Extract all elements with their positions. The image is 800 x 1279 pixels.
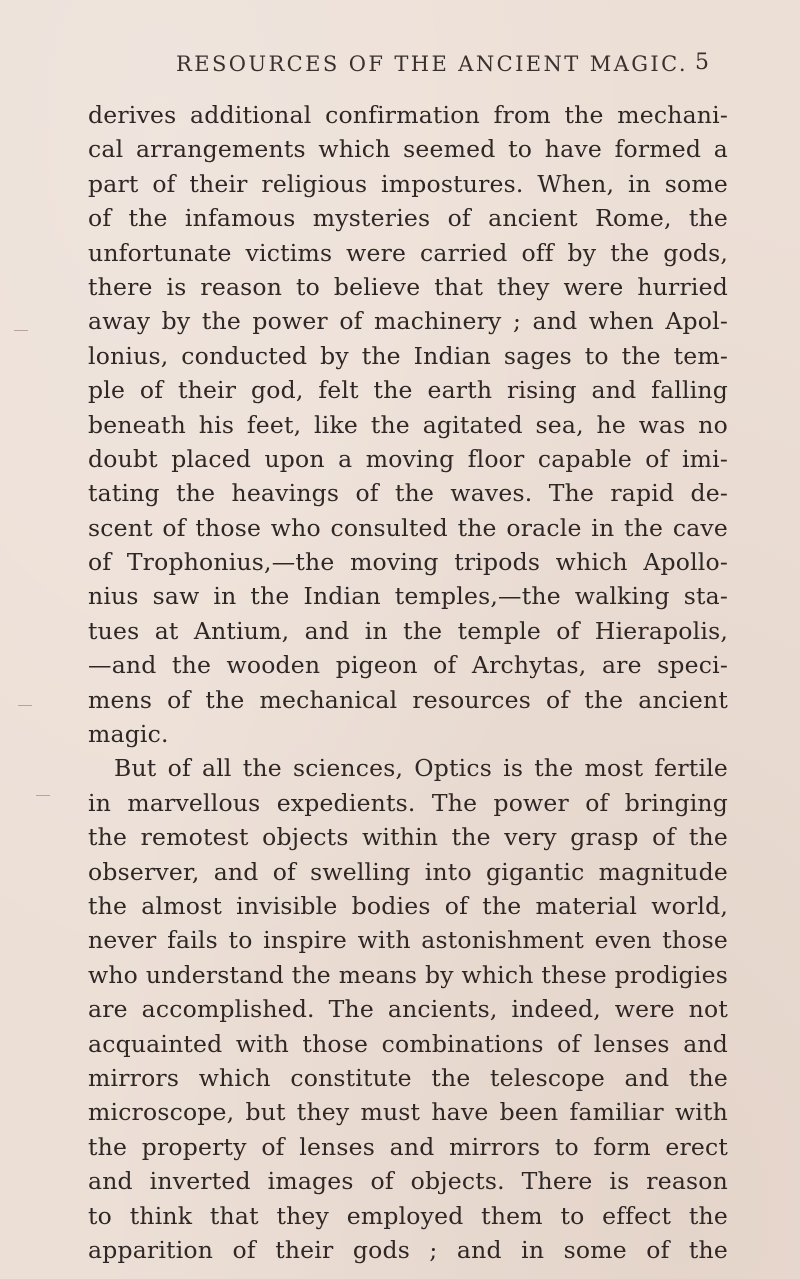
paragraph-1 bbox=[88, 98, 728, 751]
text-line: unfortunate victims were carried off by the gods, bbox=[88, 238, 728, 267]
text-line: never fails to inspire with astonishment even those bbox=[88, 926, 728, 955]
text-line: cal arrangements which seemed to have formed a bbox=[88, 135, 728, 164]
text-line: who understand the means by which these prodigies bbox=[88, 960, 728, 989]
paper-mark bbox=[18, 705, 32, 706]
text-line: derives additional confirmation from the mechani- bbox=[88, 101, 728, 129]
text-line: acquainted with those combinations of lenses and bbox=[88, 1029, 728, 1058]
text-line: and inverted images of objects. There is reason bbox=[88, 1167, 728, 1196]
text-line: But of all the sciences, Optics is the most fertile bbox=[114, 754, 728, 783]
text-line: lonius, conducted by the Indian sages to the tem- bbox=[88, 341, 728, 370]
text-line: doubt placed upon a moving floor capable of imi- bbox=[88, 444, 728, 473]
text-line: mens of the mechanical resources of the ancient bbox=[88, 685, 728, 714]
text-line: scent of those who consulted the oracle in the cave bbox=[88, 513, 728, 542]
text-line: observer, and of swelling into gigantic magnitude bbox=[88, 857, 728, 886]
text-line: tating the heavings of the waves. The rapid de- bbox=[88, 479, 728, 508]
text-line: in marvellous expedients. The power of bringing bbox=[88, 788, 728, 817]
paper-mark bbox=[14, 330, 28, 331]
text-line: the almost invisible bodies of the material world, bbox=[88, 891, 728, 920]
text-line: nius saw in the Indian temples,—the walking sta- bbox=[88, 582, 728, 611]
text-line: of the infamous mysteries of ancient Rome, the bbox=[88, 204, 728, 233]
text-line: magic. bbox=[88, 720, 169, 749]
text-line: ple of their god, felt the earth rising and falling bbox=[88, 376, 728, 405]
text-line: are accomplished. The ancients, indeed, were not bbox=[88, 995, 728, 1024]
body-text bbox=[88, 98, 728, 1267]
text-line: —and the wooden pigeon of Archytas, are speci- bbox=[88, 651, 728, 680]
running-head: RESOURCES OF THE ANCIENT MAGIC. bbox=[176, 52, 688, 76]
text-line: microscope, but they must have been familiar with bbox=[88, 1098, 728, 1127]
text-line: to think that they employed them to effect the bbox=[88, 1201, 728, 1230]
text-line: apparition of their gods ; and in some of the bbox=[88, 1235, 728, 1264]
text-line: the remotest objects within the very grasp of the bbox=[88, 823, 728, 852]
text-line: tues at Antium, and in the temple of Hierapolis, bbox=[88, 616, 728, 645]
text-line: beneath his feet, like the agitated sea, he was no bbox=[88, 410, 728, 439]
text-line: there is reason to believe that they were hurried bbox=[88, 272, 728, 301]
text-line: part of their religious impostures. When, in some bbox=[88, 169, 728, 198]
page-number: 5 bbox=[695, 50, 709, 75]
text-line: of Trophonius,—the moving tripods which Apollo- bbox=[88, 548, 728, 577]
paragraph-2 bbox=[88, 751, 728, 1267]
text-line: the property of lenses and mirrors to form erect bbox=[88, 1132, 728, 1161]
paper-mark bbox=[36, 795, 50, 796]
text-line: away by the power of machinery ; and when Apol- bbox=[88, 307, 728, 336]
text-line: mirrors which constitute the telescope and the bbox=[88, 1063, 728, 1092]
